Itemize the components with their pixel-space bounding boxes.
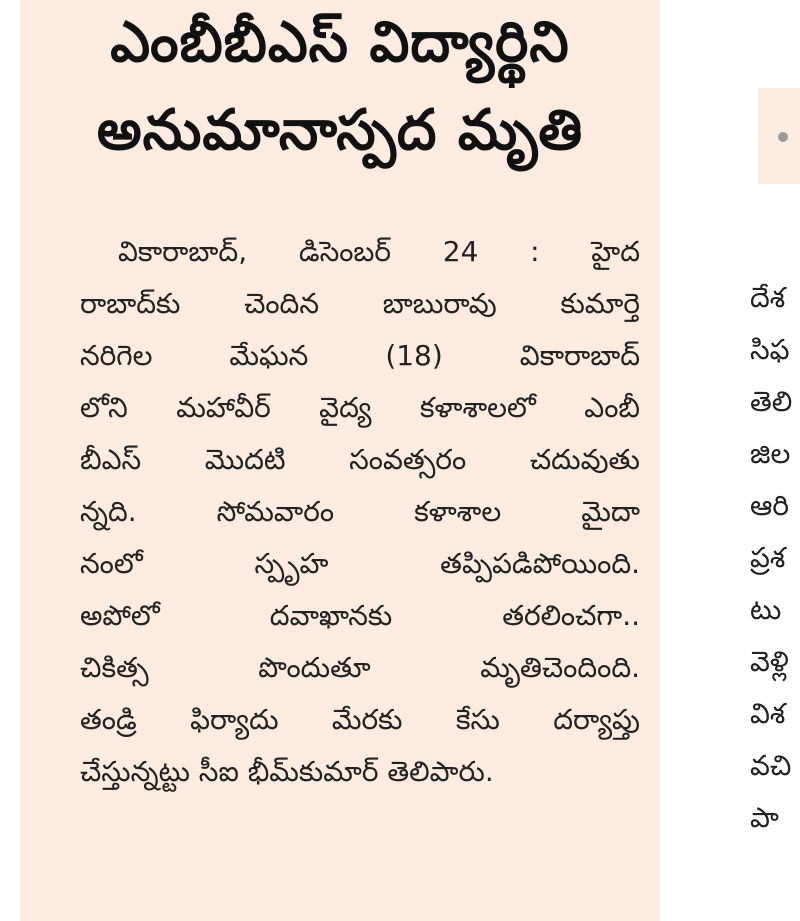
- body-line: నరిగెల మేఘన (18) వికారాబాద్: [80, 339, 640, 372]
- body-line: చికిత్స పొందుతూ మృతిచెందింది.: [80, 651, 640, 684]
- adjacent-line: తెలి: [750, 385, 793, 418]
- adjacent-line: పా: [750, 801, 779, 834]
- adjacent-line: టు: [750, 593, 782, 626]
- body-line: రాబాద్‌కు చెందిన బాబురావు కుమార్తె: [80, 287, 640, 320]
- adjacent-line: వచి: [750, 749, 792, 782]
- body-line: చేస్తున్నట్టు సీఐ భీమ్‌కుమార్ తెలిపారు.: [80, 755, 494, 788]
- adjacent-line: ప్రశ: [750, 541, 786, 574]
- adjacent-line: విశ: [750, 697, 786, 730]
- adjacent-line: వెళ్లి: [750, 645, 789, 678]
- adjacent-article-column: [690, 0, 800, 921]
- body-line: లోని మహావీర్ వైద్య కళాశాలలో ఎంబీ: [80, 391, 640, 424]
- adjacent-line: సిఫ: [750, 333, 790, 366]
- adjacent-line: జిల: [750, 437, 791, 470]
- body-line: న్నది. సోమవారం కళాశాల మైదా: [80, 495, 640, 528]
- body-line: అపోలో దవాఖానకు తరలించగా..: [80, 599, 640, 632]
- headline-line-1: ఎంబీబీఎస్ విద్యార్థిని: [110, 10, 570, 75]
- adjacent-line: దేశ: [750, 281, 786, 314]
- bullet-icon: [778, 132, 788, 142]
- headline-line-2: అనుమానాస్పద మృతి: [96, 98, 584, 163]
- body-line: వికారాబాద్, డిసెంబర్ 24 : హైద: [118, 235, 640, 268]
- body-line: తండ్రి ఫిర్యాదు మేరకు కేసు దర్యాప్తు: [80, 703, 640, 736]
- article-body: [80, 226, 640, 798]
- adjacent-article-text: [750, 272, 792, 844]
- news-article: [20, 0, 660, 921]
- body-line: బీఎస్ మొదటి సంవత్సరం చదువుతు: [80, 443, 640, 476]
- body-line: నంలో స్పృహ తప్పిపడిపోయింది.: [80, 547, 640, 580]
- adjacent-line: ఆరి: [750, 489, 789, 522]
